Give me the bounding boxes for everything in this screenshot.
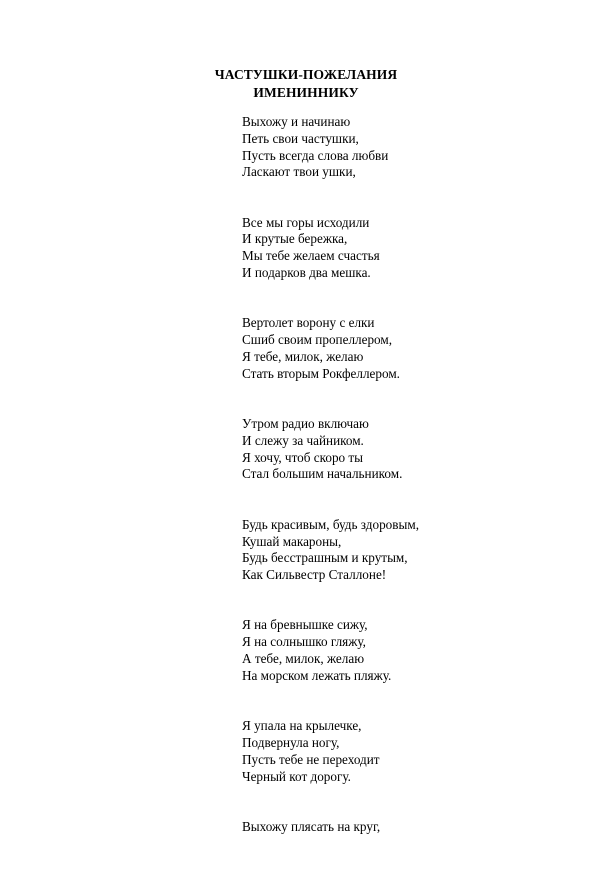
stanza-5 xyxy=(242,517,582,584)
poem-line: И крутые бережка, xyxy=(242,231,348,247)
stanza-3 xyxy=(242,315,582,382)
stanza-6 xyxy=(242,617,582,684)
poem-line: Стал большим начальником. xyxy=(242,466,403,482)
stanza-1 xyxy=(242,114,582,181)
stanza-2 xyxy=(242,215,582,282)
poem-line: Я хочу, чтоб скоро ты xyxy=(242,449,364,465)
poem-line: Сшиб своим пропеллером, xyxy=(242,332,393,348)
poem-line: Подвернула ногу, xyxy=(242,734,340,750)
poem-line: Я упала на крылечке, xyxy=(242,718,362,734)
page-title-line-1: ЧАСТУШКИ-ПОЖЕЛАНИЯ xyxy=(214,67,398,82)
poem-line: И слежу за чайником. xyxy=(242,432,364,448)
stanza-7 xyxy=(242,718,582,785)
poem-line: Я на бревнышке сижу, xyxy=(242,617,368,633)
poem-line: А тебе, милок, желаю xyxy=(242,651,365,667)
poem-line: Я тебе, милок, желаю xyxy=(242,348,364,364)
poem-line: Кушай макароны, xyxy=(242,533,342,549)
poem-line: Как Сильвестр Сталлоне! xyxy=(242,567,387,583)
poem-line: Пусть всегда слова любви xyxy=(242,147,389,163)
page-title-line-2: ИМЕНИННИКУ xyxy=(253,85,359,100)
poem-line: Петь свои частушки, xyxy=(242,130,359,146)
poem-line: Выхожу и начинаю xyxy=(242,114,351,129)
poem-line: И подарков два мешка. xyxy=(242,265,371,281)
poem-line: Стать вторым Рокфеллером. xyxy=(242,365,400,381)
poem-line: Вертолет ворону с елки xyxy=(242,315,375,331)
poem-line: Выхожу плясать на круг, xyxy=(242,818,381,834)
poem-line: Я на солнышко гляжу, xyxy=(242,634,366,650)
stanza-4 xyxy=(242,416,582,483)
poem-line: Все мы горы исходили xyxy=(242,214,370,230)
stanza-8 xyxy=(242,819,582,836)
poem-line: Черный кот дорогу. xyxy=(242,768,351,784)
poem-line: Будь красивым, будь здоровым, xyxy=(242,516,419,532)
poem-line: Мы тебе желаем счастья xyxy=(242,248,380,264)
poem-body xyxy=(242,114,582,869)
poem-line: Утром радио включаю xyxy=(242,416,369,432)
poem-line: Пусть тебе не переходит xyxy=(242,751,380,767)
poem-line: На морском лежать пляжу. xyxy=(242,667,392,683)
poem-line: Ласкают твои ушки, xyxy=(242,164,356,180)
poem-line: Будь бесстрашным и крутым, xyxy=(242,550,408,566)
